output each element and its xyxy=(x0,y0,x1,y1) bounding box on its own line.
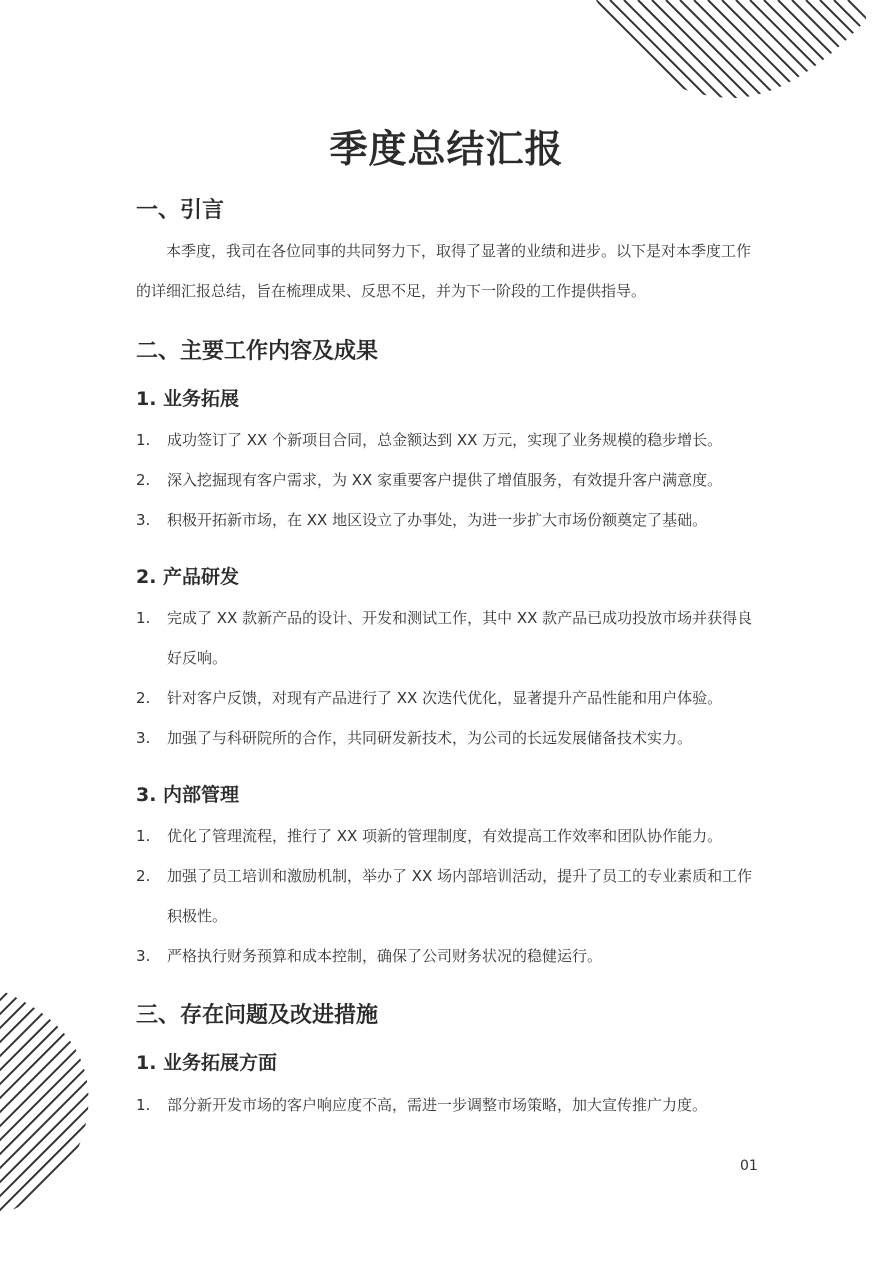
intro-paragraph: 本季度，我司在各位同事的共同努力下，取得了显著的业绩和进步。以下是对本季度工作的详细汇报总结，旨在梳理成果、反思不足，并为下一阶段的工作提供指导。 xyxy=(136,242,752,300)
subheading-business-expansion: 1. 业务拓展 xyxy=(136,388,240,410)
internal-management-list xyxy=(136,816,760,976)
list-item-text: 部分新开发市场的客户响应度不高，需进一步调整市场策略，加大宣传推广力度。 xyxy=(167,1096,708,1114)
list-item-number: 1. xyxy=(136,1096,151,1114)
list-item-number: 3. xyxy=(136,511,151,529)
list-item-text: 优化了管理流程，推行了 XX 项新的管理制度，有效提高工作效率和团队协作能力。 xyxy=(167,827,723,845)
business-issues-list xyxy=(136,1085,760,1125)
list-item-text: 加强了与科研院所的合作，共同研发新技术，为公司的长远发展储备技术实力。 xyxy=(167,729,693,747)
subheading-product-development: 2. 产品研发 xyxy=(136,566,240,588)
page-number: 01 xyxy=(740,1158,758,1174)
list-item xyxy=(136,598,760,678)
list-item-text: 深入挖掘现有客户需求，为 XX 家重要客户提供了增值服务，有效提升客户满意度。 xyxy=(167,471,723,489)
subheading-business-issues: 1. 业务拓展方面 xyxy=(136,1052,278,1074)
section-heading-intro: 一、引言 xyxy=(136,198,225,223)
list-item-text: 成功签订了 XX 个新项目合同，总金额达到 XX 万元，实现了业务规模的稳步增长。 xyxy=(167,431,723,449)
list-item xyxy=(136,936,760,976)
list-item-text: 积极开拓新市场，在 XX 地区设立了办事处，为进一步扩大市场份额奠定了基础。 xyxy=(167,511,708,529)
list-item xyxy=(136,816,760,856)
list-item-text: 严格执行财务预算和成本控制，确保了公司财务状况的稳健运行。 xyxy=(167,947,603,965)
section-heading-issues: 三、存在问题及改进措施 xyxy=(136,1003,379,1028)
list-item xyxy=(136,420,760,460)
list-item-number: 3. xyxy=(136,729,151,747)
list-item-number: 3. xyxy=(136,947,151,965)
list-item-number: 2. xyxy=(136,867,151,885)
list-item-number: 2. xyxy=(136,689,151,707)
list-item-text: 加强了员工培训和激励机制，举办了 XX 场内部培训活动，提升了员工的专业素质和工作积极性。 xyxy=(167,867,753,925)
list-item-number: 1. xyxy=(136,431,151,449)
business-expansion-list xyxy=(136,420,760,540)
list-item xyxy=(136,856,760,936)
product-development-list xyxy=(136,598,760,758)
subheading-internal-management: 3. 内部管理 xyxy=(136,784,240,806)
list-item xyxy=(136,1085,760,1125)
list-item-text: 针对客户反馈，对现有产品进行了 XX 次迭代优化，显著提升产品性能和用户体验。 xyxy=(167,689,723,707)
list-item-number: 1. xyxy=(136,827,151,845)
list-item xyxy=(136,678,760,718)
list-item-number: 2. xyxy=(136,471,151,489)
section-heading-main-work: 二、主要工作内容及成果 xyxy=(136,339,379,364)
list-item xyxy=(136,718,760,758)
list-item xyxy=(136,460,760,500)
list-item-text: 完成了 XX 款新产品的设计、开发和测试工作，其中 XX 款产品已成功投放市场并获得良好反响。 xyxy=(167,609,753,667)
document-title: 季度总结汇报 xyxy=(329,127,564,171)
list-item xyxy=(136,500,760,540)
list-item-number: 1. xyxy=(136,609,151,627)
